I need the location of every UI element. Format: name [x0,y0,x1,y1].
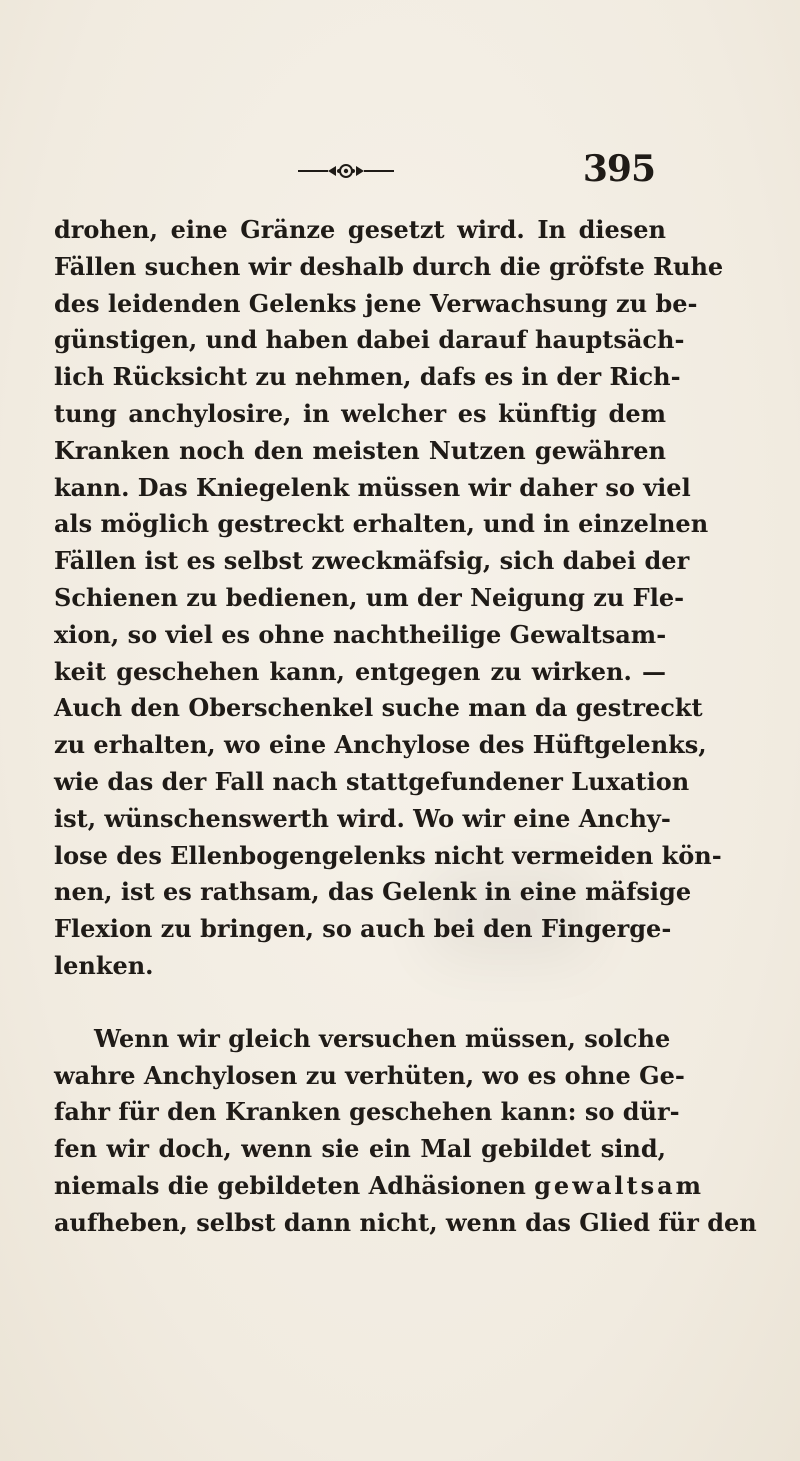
text-line: fen wir doch, wenn sie ein Mal gebildet sind, [54,1134,666,1164]
ornament-icon [298,164,394,178]
text-line: zu erhalten, wo eine Anchylose des Hüftgelenks, [54,730,707,760]
text-line: ist, wünschenswerth wird. Wo wir eine Anchy- [54,803,671,833]
text-line: Fällen suchen wir deshalb durch die gröfste Ruhe [54,251,724,281]
text-line-with-emphasis [54,1168,705,1205]
text-line: Flexion zu bringen, so auch bei den Fingerge- [54,914,672,944]
text-line: lenken. [54,950,154,980]
page-number: 395 [582,148,655,190]
text-line: als möglich gestreckt erhalten, und in einzelnen [54,509,709,539]
text-line: Auch den Oberschenkel suche man da gestreckt [54,693,703,723]
text-line: nen, ist es rathsam, das Gelenk in eine mäfsige [54,877,692,907]
paragraph-2 [54,1021,757,1242]
text-line: drohen, eine Gränze gesetzt wird. In diesen [54,215,666,244]
text-line: lich Rücksicht zu nehmen, dafs es in der Rich- [54,362,681,392]
text-line: wie das der Fall nach stattgefundener Luxation [54,766,690,796]
page-header [40,148,655,198]
text-line: lose des Ellenbogengelenks nicht vermeiden kön- [54,840,722,870]
text-line: kann. Das Kniegelenk müssen wir daher so viel [54,472,691,502]
text-fragment: niemals die gebildeten Adhäsionen [54,1170,526,1200]
text-line: Kranken noch den meisten Nutzen gewähren [54,435,666,465]
text-line: des leidenden Gelenks jene Verwachsung zu be- [54,288,698,318]
text-line: wahre Anchylosen zu verhüten, wo es ohne Ge- [54,1060,685,1090]
paragraph-1 [54,212,724,985]
text-line: xion, so viel es ohne nachtheilige Gewaltsam- [54,619,667,649]
text-line: Fällen ist es selbst zweckmäfsig, sich dabei der [54,546,690,576]
text-line: keit geschehen kann, entgegen zu wirken. — [54,656,666,686]
text-line: Schienen zu bedienen, um der Neigung zu Fle- [54,582,685,612]
text-line: tung anchylosire, in welcher es künftig dem [54,398,666,428]
body-text [54,212,757,1242]
text-line: aufheben, selbst dann nicht, wenn das Glied für den [54,1207,757,1237]
text-line: günstigen, und haben dabei darauf hauptsäch- [54,325,685,355]
text-line: fahr für den Kranken geschehen kann: so dür- [54,1097,680,1127]
emphasized-word: gewaltsam [534,1170,705,1200]
text-line: Wenn wir gleich versuchen müssen, solche [94,1023,671,1053]
